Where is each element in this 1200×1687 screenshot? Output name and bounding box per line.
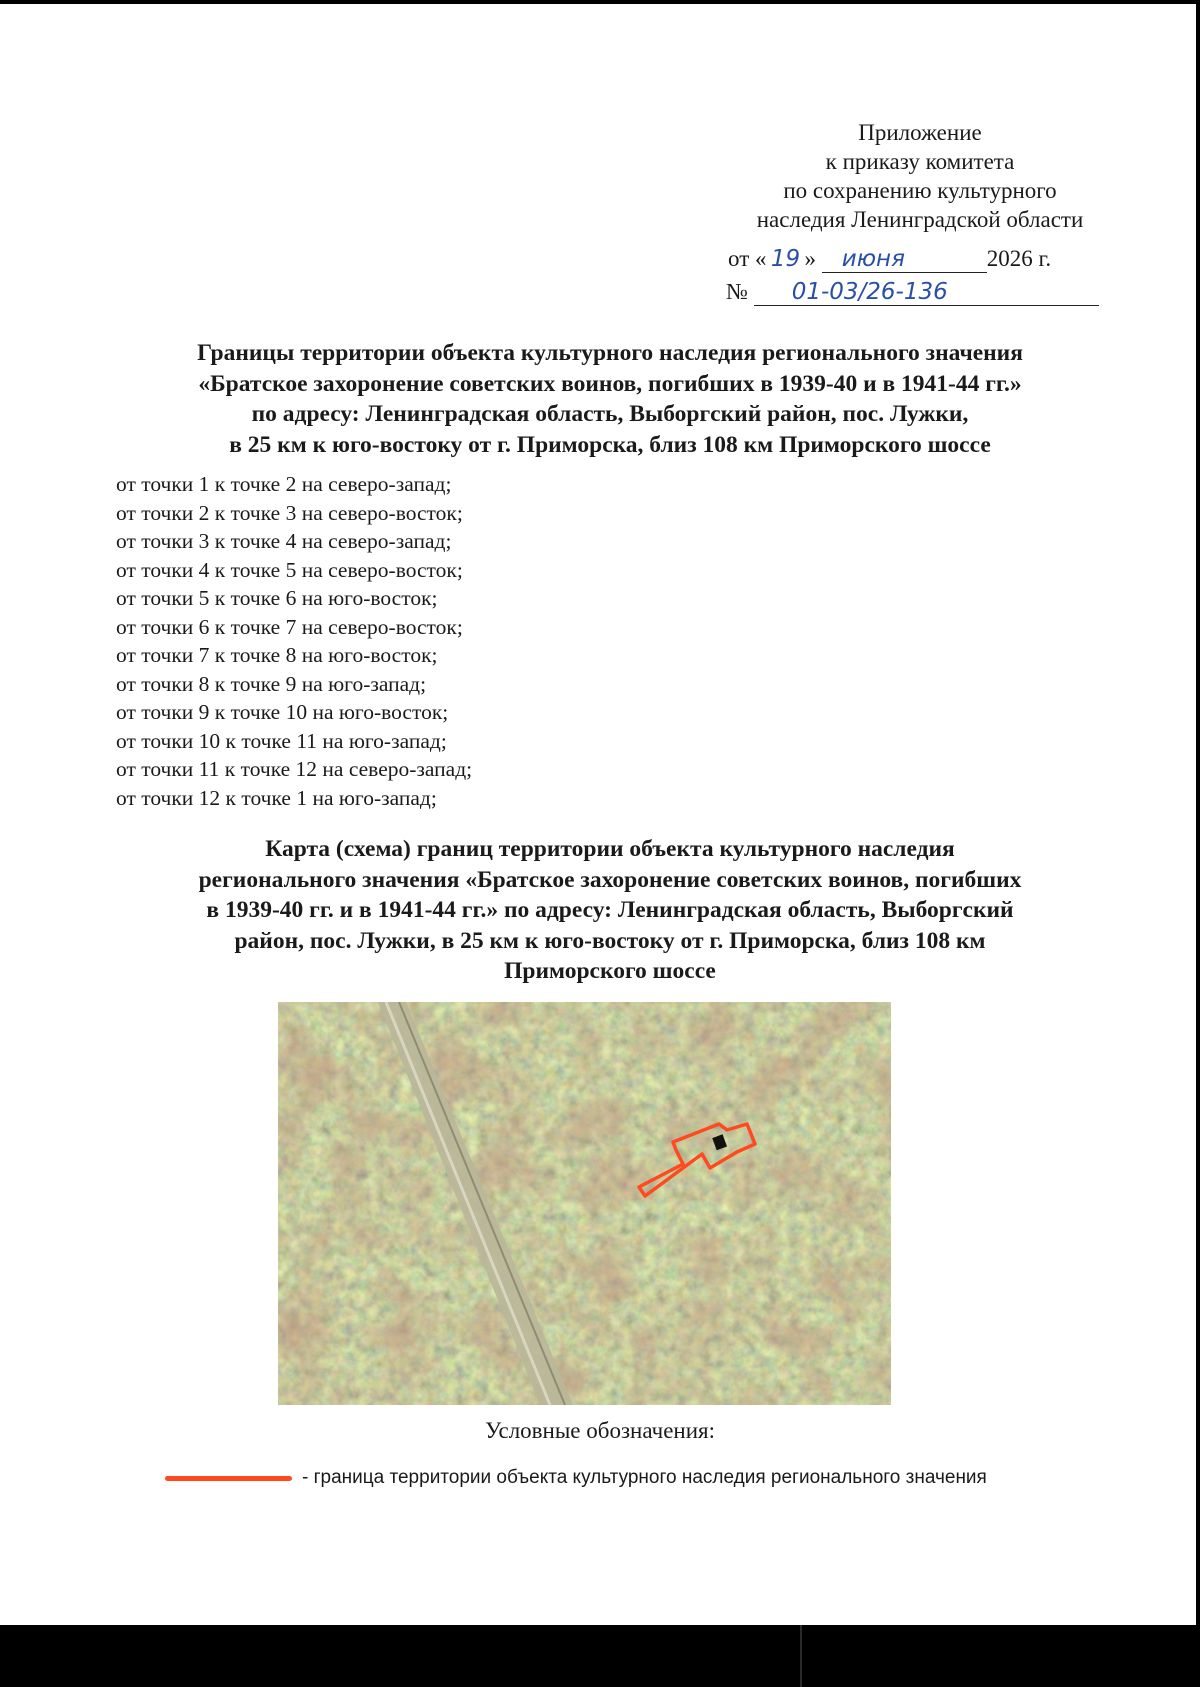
date-day-handwritten: 19 [770, 246, 801, 272]
appendix-committee-line: по сохранению культурного [783, 178, 1057, 203]
boundary-segment: от точки 11 к точке 12 на северо-запад; [116, 757, 473, 781]
legend-item-label: - граница территории объекта культурного наследия регионального значения [302, 1467, 987, 1488]
heading-line: «Братское захоронение советских воинов, погибших в 1939-40 и в 1941-44 гг.» [198, 370, 1022, 397]
map-heading-line: Карта (схема) границ территории объекта культурного наследия [265, 836, 955, 862]
scan-bottom-notch [800, 1625, 802, 1687]
map-heading-line: район, пос. Лужки, в 25 км к юго-востоку от г. Приморска, близ 108 км [234, 927, 986, 954]
boundary-segment: от точки 5 к точке 6 на юго-восток; [116, 586, 438, 610]
boundary-line-swatch [165, 1476, 292, 1481]
date-close: » [804, 246, 816, 271]
appendix-order-line: к приказу комитета [825, 149, 1015, 174]
number-prefix: № [726, 279, 748, 304]
appendix-title: Приложение [858, 120, 982, 145]
map-heading [100, 834, 1120, 987]
date-prefix: от « [728, 246, 767, 271]
aerial-map-image [278, 1002, 891, 1405]
map-heading-line: Приморского шоссе [504, 958, 716, 984]
heading-line: по адресу: Ленинградская область, Выборгский район, пос. Лужки, [251, 401, 969, 427]
scan-bottom-band [0, 1625, 1200, 1687]
order-number-handwritten: 01-03/26-136 [754, 279, 1099, 306]
date-month-handwritten: июня [822, 246, 987, 273]
boundary-segment: от точки 3 к точке 4 на северо-запад; [116, 529, 452, 553]
legend-item-boundary [165, 1467, 987, 1497]
boundary-segment: от точки 7 к точке 8 на юго-восток; [116, 643, 438, 667]
forest-brown-patches [278, 1002, 891, 1405]
map-heading-line: регионального значения «Братское захоронение советских воинов, погибших [198, 866, 1022, 893]
boundaries-heading [100, 338, 1120, 460]
heading-line: Границы территории объекта культурного наследия регионального значения [197, 340, 1023, 366]
appendix-region-line: наследия Ленинградской области [756, 207, 1084, 232]
appendix-header [690, 118, 1150, 234]
boundary-segment: от точки 1 к точке 2 на северо-запад; [116, 472, 452, 496]
boundary-segment: от точки 10 к точке 11 на юго-запад; [116, 728, 447, 753]
boundary-segment: от точки 2 к точке 3 на северо-восток; [116, 500, 463, 525]
scan-top-border [0, 0, 1200, 4]
map-heading-line: в 1939-40 гг. и в 1941-44 гг.» по адресу: Ленинградская область, Выборгский [206, 897, 1014, 923]
boundary-segment: от точки 12 к точке 1 на юго-запад; [116, 785, 437, 810]
order-number [726, 279, 1099, 306]
legend-title: Условные обозначения: [484, 1418, 716, 1443]
date-year: 2026 г. [986, 246, 1052, 271]
order-date [728, 246, 1051, 273]
aerial-map [278, 1002, 891, 1405]
boundary-segment: от точки 4 к точке 5 на северо-восток; [116, 557, 463, 582]
boundary-segment: от точки 9 к точке 10 на юго-восток; [116, 700, 449, 724]
boundary-segment: от точки 6 к точке 7 на северо-восток; [116, 614, 463, 639]
heading-line: в 25 км к юго-востоку от г. Приморска, близ 108 км Приморского шоссе [229, 431, 991, 458]
boundary-segment: от точки 8 к точке 9 на юго-запад; [116, 671, 427, 696]
boundary-description-list [116, 470, 472, 812]
